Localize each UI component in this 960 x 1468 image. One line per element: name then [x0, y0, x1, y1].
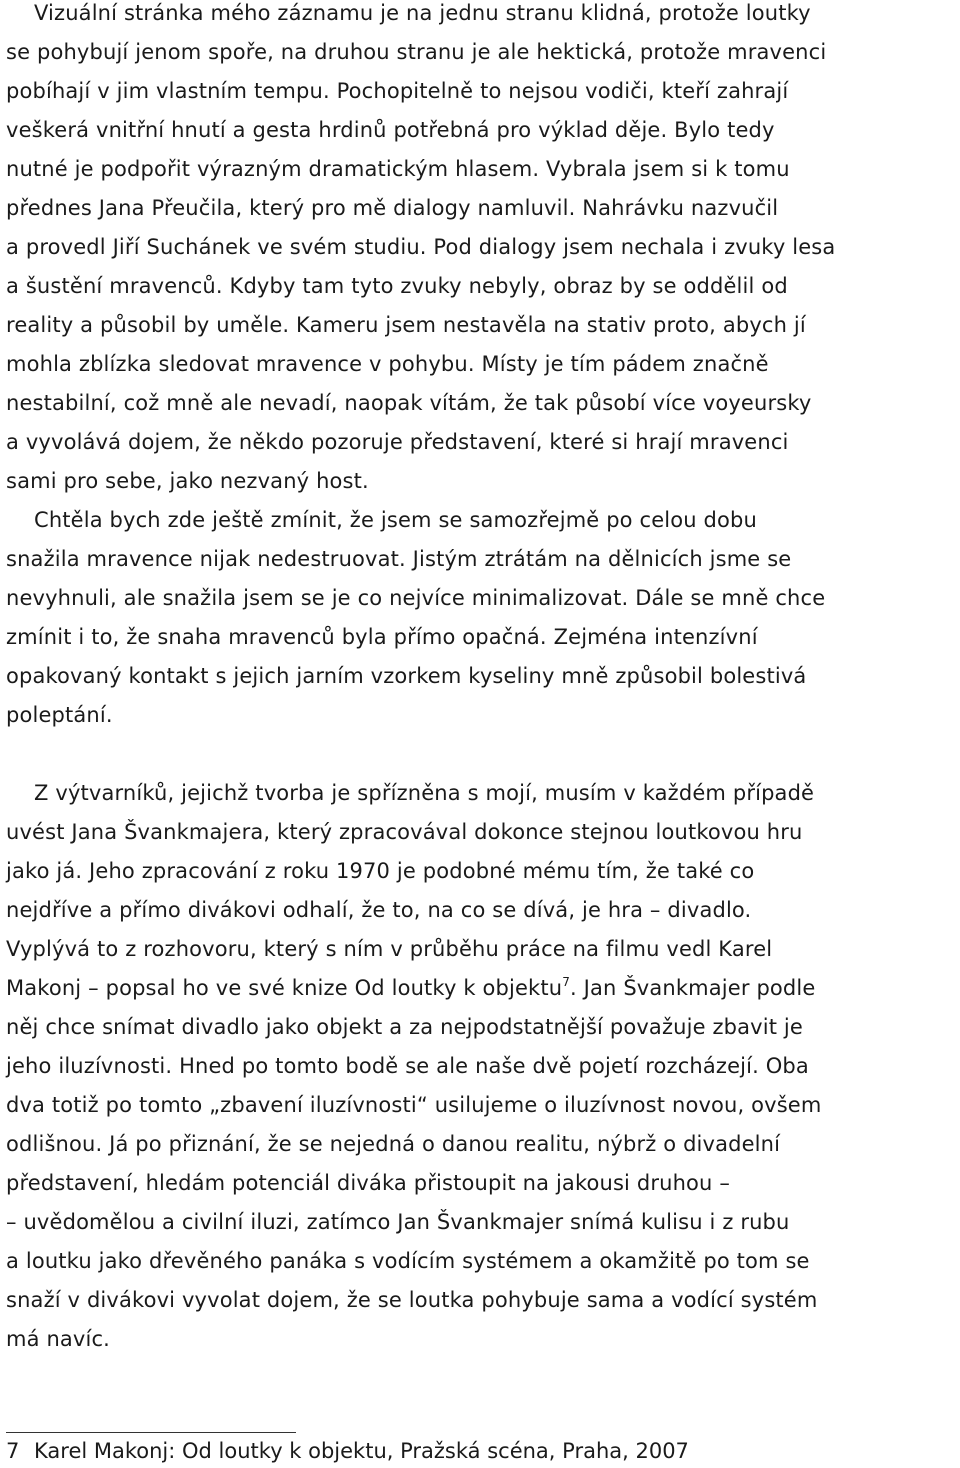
text-line: poleptání. [6, 703, 113, 727]
text-line: přednes Jana Přeučila, který pro mě dialogy namluvil. Nahrávku nazvučil [6, 196, 779, 220]
text-line: mohla zblízka sledovat mravence v pohybu. Místy je tím pádem značně [6, 352, 769, 376]
text-line: Chtěla bych zde ještě zmínit, že jsem se samozřejmě po celou dobu [34, 508, 757, 532]
text-line: Z výtvarníků, jejichž tvorba je spřízněna s mojí, musím v každém případě [34, 781, 815, 805]
text-line: a loutku jako dřevěného panáka s vodícím systémem a okamžitě po tom se [6, 1249, 810, 1273]
text-line: dva totiž po tomto „zbavení iluzívnosti“ usilujeme o iluzívnost novou, ovšem [6, 1093, 822, 1117]
text-line: zmínit i to, že snaha mravenců byla přímo opačná. Zejména intenzívní [6, 625, 758, 649]
text-line: Vyplývá to z rozhovoru, který s ním v průběhu práce na filmu vedl Karel [6, 937, 773, 961]
text-line-segment: Makonj – popsal ho ve své knize Od loutky k objektu [6, 976, 563, 1000]
text-line: a šustění mravenců. Kdyby tam tyto zvuky nebyly, obraz by se oddělil od [6, 274, 788, 298]
text-line: pobíhají v jim vlastním tempu. Pochopitelně to nejsou vodiči, kteří zahrají [6, 79, 789, 103]
text-line: jako já. Jeho zpracování z roku 1970 je podobné mému tím, že také co [6, 859, 755, 883]
text-line: – uvědomělou a civilní iluzi, zatímco Jan Švankmajer snímá kulisu i z rubu [6, 1210, 790, 1234]
text-line: odlišnou. Já po přiznání, že se nejedná o danou realitu, nýbrž o divadelní [6, 1132, 781, 1156]
footnote-text: Karel Makonj: Od loutky k objektu, Pražská scéna, Praha, 2007 [34, 1439, 689, 1463]
text-line: má navíc. [6, 1327, 111, 1351]
footnote-number: 7 [6, 1439, 20, 1463]
text-line: něj chce snímat divadlo jako objekt a za nejpodstatnější považuje zbavit je [6, 1015, 803, 1039]
text-line: sami pro sebe, jako nezvaný host. [6, 469, 369, 493]
text-line [6, 969, 815, 1008]
text-line: veškerá vnitřní hnutí a gesta hrdinů potřebná pro výklad děje. Bylo tedy [6, 118, 775, 142]
text-line: a provedl Jiří Suchánek ve svém studiu. Pod dialogy jsem nechala i zvuky lesa [6, 235, 836, 259]
text-line: opakovaný kontakt s jejich jarním vzorkem kyseliny mně způsobil bolestivá [6, 664, 807, 688]
text-line: nutné je podpořit výrazným dramatickým hlasem. Vybrala jsem si k tomu [6, 157, 790, 181]
text-line: snaží v divákovi vyvolat dojem, že se loutka pohybuje sama a vodící systém [6, 1288, 818, 1312]
text-line: nevyhnuli, ale snažila jsem se je co nejvíce minimalizovat. Dále se mně chce [6, 586, 826, 610]
text-line: nejdříve a přímo divákovi odhalí, že to, na co se dívá, je hra – divadlo. [6, 898, 752, 922]
text-line: snažila mravence nijak nedestruovat. Jistým ztrátám na dělnicích jsme se [6, 547, 792, 571]
footnote-divider [6, 1432, 296, 1433]
text-line: představení, hledám potenciál diváka přistoupit na jakousi druhou – [6, 1171, 730, 1195]
text-line: se pohybují jenom spoře, na druhou stranu je ale hektická, protože mravenci [6, 40, 827, 64]
text-line: jeho iluzívnosti. Hned po tomto bodě se ale naše dvě pojetí rozcházejí. Oba [6, 1054, 809, 1078]
text-line: a vyvolává dojem, že někdo pozoruje představení, které si hrají mravenci [6, 430, 789, 454]
text-line: Vizuální stránka mého záznamu je na jednu stranu klidná, protože loutky [34, 1, 811, 25]
footnote-reference[interactable]: 7 [562, 975, 571, 989]
text-line: uvést Jana Švankmajera, který zpracovával dokonce stejnou loutkovou hru [6, 820, 803, 844]
text-line: reality a působil by uměle. Kameru jsem nestavěla na stativ proto, abych jí [6, 313, 806, 337]
text-line-segment: . Jan Švankmajer podle [570, 976, 816, 1000]
text-line: nestabilní, což mně ale nevadí, naopak vítám, že tak působí více voyeursky [6, 391, 812, 415]
footnote [6, 1434, 689, 1468]
